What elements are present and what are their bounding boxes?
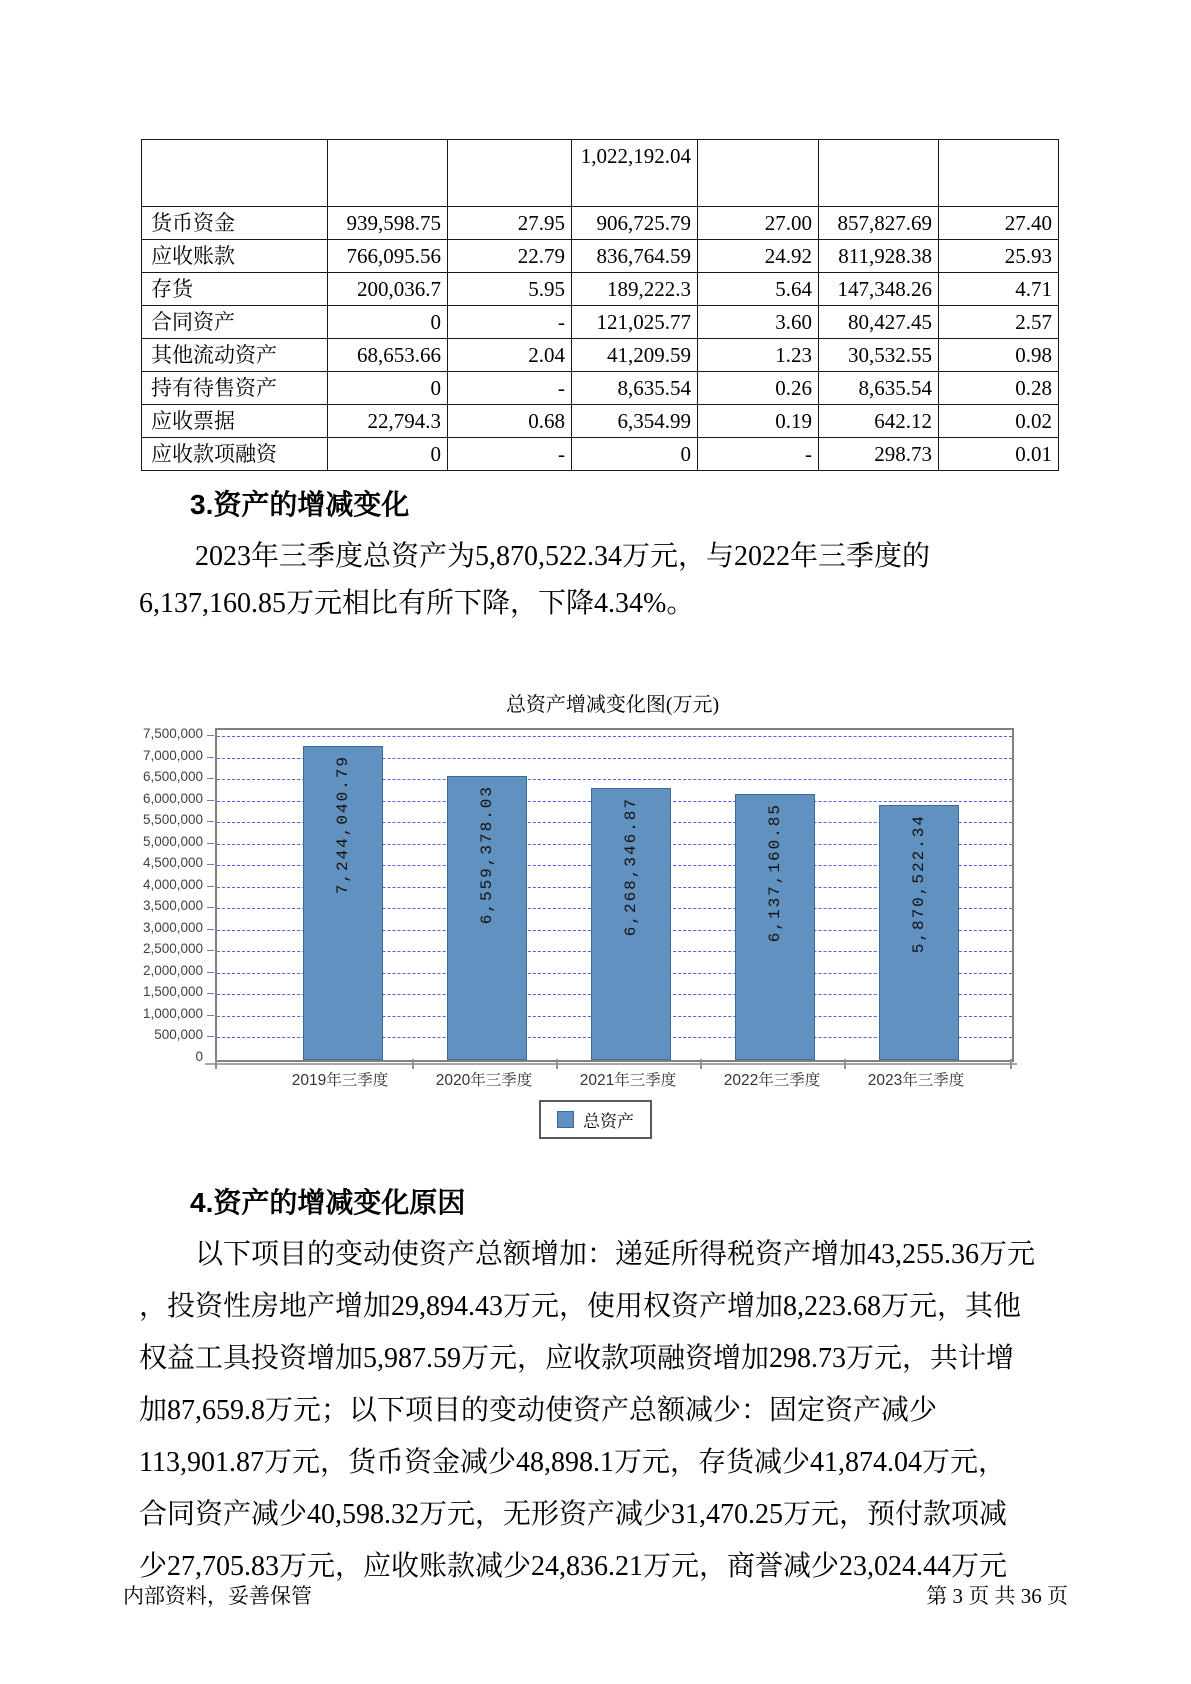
y-axis-tick xyxy=(207,864,214,865)
row-label-cell: 应收账款 xyxy=(142,240,328,273)
paragraph-line: 权益工具投资增加5,987.59万元，应收款项融资增加298.73万元，共计增 xyxy=(139,1343,1015,1374)
x-axis-tick xyxy=(412,1059,414,1069)
footer-page-number: 第 3 页 共 36 页 xyxy=(926,1584,1068,1608)
paragraph-line: 6,137,160.85万元相比有所下降，下降4.34%。 xyxy=(139,588,695,619)
value-cell: 0.98 xyxy=(939,339,1059,372)
value-cell xyxy=(939,140,1059,207)
value-cell: 0.02 xyxy=(939,405,1059,438)
value-cell: 200,036.7 xyxy=(328,273,448,306)
paragraph-line: 合同资产减少40,598.32万元，无形资产减少31,470.25万元，预付款项减 xyxy=(139,1499,1008,1530)
x-axis-tick xyxy=(844,1059,846,1069)
section-4-heading: 4.资产的增减变化原因 xyxy=(190,1187,466,1218)
value-cell: 0.01 xyxy=(939,438,1059,471)
value-cell: 5.95 xyxy=(448,273,572,306)
value-cell: 68,653.66 xyxy=(328,339,448,372)
table-row xyxy=(142,438,1059,471)
value-cell: 8,635.54 xyxy=(572,372,698,405)
y-axis-tick xyxy=(207,800,214,801)
y-axis-tick xyxy=(207,778,214,779)
value-cell: 4.71 xyxy=(939,273,1059,306)
y-axis-tick xyxy=(207,972,214,973)
section-4-paragraph xyxy=(139,1229,1064,1593)
value-cell: 906,725.79 xyxy=(572,207,698,240)
value-cell: 0.26 xyxy=(698,372,819,405)
bar-2023年三季度 xyxy=(879,805,959,1060)
row-label-cell: 其他流动资产 xyxy=(142,339,328,372)
value-cell xyxy=(819,140,939,207)
value-cell: 2.57 xyxy=(939,306,1059,339)
value-cell: 80,427.45 xyxy=(819,306,939,339)
value-cell xyxy=(328,140,448,207)
value-cell: 8,635.54 xyxy=(819,372,939,405)
y-axis-label: 7,500,000 xyxy=(142,726,203,741)
bar-value-label: 6,268,346.87 xyxy=(622,797,640,937)
value-cell: 27.40 xyxy=(939,207,1059,240)
value-cell: 811,928.38 xyxy=(819,240,939,273)
bar-2021年三季度 xyxy=(591,788,671,1060)
value-cell: 298.73 xyxy=(819,438,939,471)
value-cell: 147,348.26 xyxy=(819,273,939,306)
bar-value-label: 7,244,040.79 xyxy=(334,755,352,895)
bar-2019年三季度 xyxy=(303,746,383,1060)
value-cell: 27.95 xyxy=(448,207,572,240)
x-axis-label: 2021年三季度 xyxy=(579,1072,677,1089)
value-cell: 1.23 xyxy=(698,339,819,372)
x-axis-label: 2023年三季度 xyxy=(867,1072,965,1089)
value-cell: - xyxy=(448,372,572,405)
table-row xyxy=(142,273,1059,306)
value-cell: 0 xyxy=(328,372,448,405)
value-cell: 121,025.77 xyxy=(572,306,698,339)
y-axis-tick xyxy=(207,1015,214,1016)
section-3-paragraph xyxy=(139,533,1064,627)
value-cell: 0 xyxy=(328,438,448,471)
value-cell: 6,354.99 xyxy=(572,405,698,438)
value-cell: 24.92 xyxy=(698,240,819,273)
value-cell: 22.79 xyxy=(448,240,572,273)
chart-x-axis-line xyxy=(205,1063,1017,1065)
y-axis-label: 5,000,000 xyxy=(142,833,203,849)
value-cell: 41,209.59 xyxy=(572,339,698,372)
x-axis-tick xyxy=(700,1059,702,1069)
y-axis-label: 5,500,000 xyxy=(142,812,203,828)
y-axis-label: 2,000,000 xyxy=(142,962,203,978)
y-axis-label: 1,500,000 xyxy=(142,984,203,1000)
asset-table-wrap xyxy=(141,139,1059,471)
value-cell: 22,794.3 xyxy=(328,405,448,438)
table-row xyxy=(142,240,1059,273)
chart-legend-box xyxy=(539,1100,652,1139)
bar-2020年三季度 xyxy=(447,776,527,1060)
bar-2022年三季度 xyxy=(735,794,815,1060)
row-label-cell: 合同资产 xyxy=(142,306,328,339)
chart-title: 总资产增减变化图(万元) xyxy=(505,694,720,716)
y-axis-label: 4,500,000 xyxy=(142,855,203,871)
value-cell: - xyxy=(448,438,572,471)
y-axis-label: 7,000,000 xyxy=(142,747,203,763)
row-label-cell: 存货 xyxy=(142,273,328,306)
financial-table xyxy=(141,139,1059,471)
y-axis-tick xyxy=(207,929,214,930)
value-cell: 2.04 xyxy=(448,339,572,372)
paragraph-line: 113,901.87万元，货币资金减少48,898.1万元，存货减少41,874.04万元， xyxy=(139,1447,1006,1478)
footer-confidential-note: 内部资料，妥善保管 xyxy=(123,1584,312,1608)
bar-value-label: 6,559,378.03 xyxy=(478,785,496,925)
table-row xyxy=(142,339,1059,372)
x-axis-tick xyxy=(556,1059,558,1069)
value-cell: 0 xyxy=(572,438,698,471)
y-axis-label: 6,500,000 xyxy=(142,769,203,785)
table-carryover-row xyxy=(142,140,1059,207)
x-axis-label: 2020年三季度 xyxy=(435,1072,533,1089)
paragraph-line: 少27,705.83万元，应收账款减少24,836.21万元，商誉减少23,024.44万元 xyxy=(139,1551,1008,1582)
table-row xyxy=(142,372,1059,405)
y-axis-label: 6,000,000 xyxy=(142,790,203,806)
bar-value-label: 5,870,522.34 xyxy=(910,814,928,954)
paragraph-line: 2023年三季度总资产为5,870,522.34万元，与2022年三季度的 xyxy=(195,541,931,572)
value-cell xyxy=(448,140,572,207)
y-axis-label: 1,000,000 xyxy=(142,1005,203,1021)
row-label-cell: 货币资金 xyxy=(142,207,328,240)
y-axis-tick xyxy=(207,907,214,908)
value-cell: 25.93 xyxy=(939,240,1059,273)
chart-legend xyxy=(0,1100,1191,1139)
table-row xyxy=(142,306,1059,339)
x-axis-label: 2022年三季度 xyxy=(723,1072,821,1089)
value-cell: 3.60 xyxy=(698,306,819,339)
paragraph-line: ，投资性房地产增加29,894.43万元，使用权资产增加8,223.68万元，其他 xyxy=(139,1291,1022,1322)
x-axis-tick xyxy=(215,1059,217,1069)
value-cell: 0.28 xyxy=(939,372,1059,405)
value-cell: 0 xyxy=(328,306,448,339)
row-label-cell: 持有待售资产 xyxy=(142,372,328,405)
value-cell: 27.00 xyxy=(698,207,819,240)
value-cell: 766,095.56 xyxy=(328,240,448,273)
y-axis-tick xyxy=(207,886,214,887)
value-cell: - xyxy=(448,306,572,339)
row-label-cell: 应收票据 xyxy=(142,405,328,438)
legend-label: 总资产 xyxy=(583,1112,634,1131)
bar-value-label: 6,137,160.85 xyxy=(766,803,784,943)
table-row xyxy=(142,207,1059,240)
row-label-cell: 应收款项融资 xyxy=(142,438,328,471)
section-3-heading: 3.资产的增减变化 xyxy=(190,489,410,520)
y-axis-label: 500,000 xyxy=(154,1027,203,1043)
x-axis-label: 2019年三季度 xyxy=(291,1072,389,1089)
row-label-cell xyxy=(142,140,328,207)
legend-swatch-icon xyxy=(557,1111,574,1128)
value-cell xyxy=(698,140,819,207)
paragraph-line: 以下项目的变动使资产总额增加：递延所得税资产增加43,255.36万元 xyxy=(195,1239,1036,1270)
value-cell: 30,532.55 xyxy=(819,339,939,372)
value-cell: 0.68 xyxy=(448,405,572,438)
x-axis-tick xyxy=(1010,1059,1012,1069)
y-axis-tick xyxy=(207,735,214,736)
y-axis-label: 3,500,000 xyxy=(142,898,203,914)
value-cell: - xyxy=(698,438,819,471)
value-cell: 857,827.69 xyxy=(819,207,939,240)
paragraph-line: 加87,659.8万元；以下项目的变动使资产总额减少：固定资产减少 xyxy=(139,1395,938,1426)
value-cell: 189,222.3 xyxy=(572,273,698,306)
y-axis-tick xyxy=(207,993,214,994)
value-cell: 939,598.75 xyxy=(328,207,448,240)
y-axis-tick xyxy=(207,843,214,844)
y-axis-label: 3,000,000 xyxy=(142,919,203,935)
value-cell: 5.64 xyxy=(698,273,819,306)
y-axis-tick xyxy=(207,1036,214,1037)
value-cell: 0.19 xyxy=(698,405,819,438)
value-cell: 836,764.59 xyxy=(572,240,698,273)
y-axis-tick xyxy=(207,757,214,758)
value-cell: 1,022,192.04 xyxy=(572,140,698,207)
y-axis-label: 2,500,000 xyxy=(142,941,203,957)
y-axis-tick xyxy=(207,821,214,822)
y-axis-label: 4,000,000 xyxy=(142,876,203,892)
y-axis-tick xyxy=(207,950,214,951)
gridline xyxy=(217,736,1012,737)
table-row xyxy=(142,405,1059,438)
value-cell: 642.12 xyxy=(819,405,939,438)
chart-plot-area xyxy=(215,728,1014,1062)
y-axis-label: 0 xyxy=(195,1049,203,1064)
